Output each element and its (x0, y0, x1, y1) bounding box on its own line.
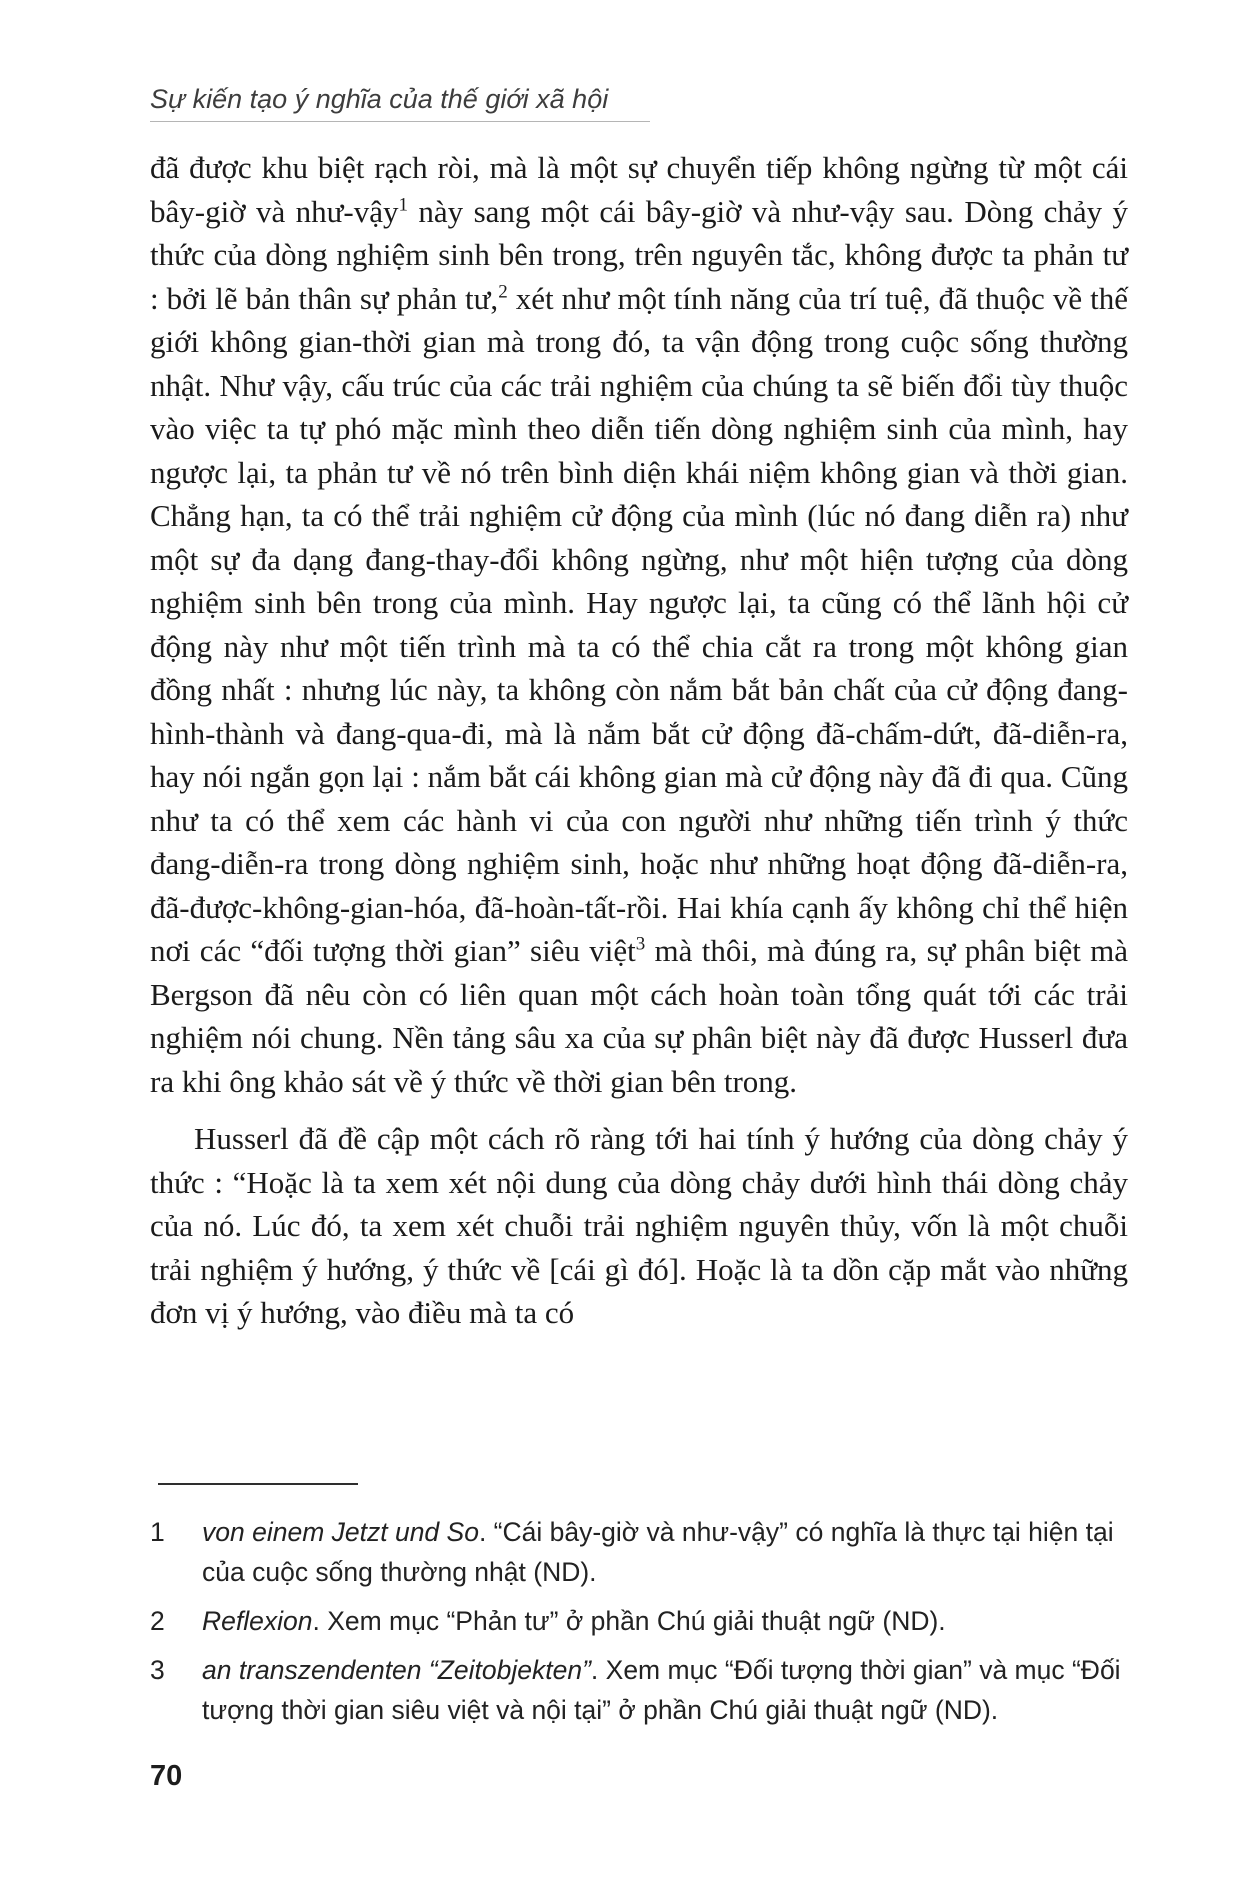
paragraph-2: Husserl đã đề cập một cách rõ ràng tới hai tính ý hướng của dòng chảy ý thức : “Hoặc là ta xem xét nội dung của dòng chảy dưới hình thái dòng chảy của nó. Lúc đó, ta xem xét chuỗi trải nghiệm nguyên thủy, vốn là một chuỗi trải nghiệm ý hướng, ý thức về [cái gì đó]. Hoặc là ta dồn cặp mắt vào những đơn vị ý hướng, vào điều mà ta có (150, 1121, 1128, 1330)
footnote-1-italic: von einem Jetzt und So (202, 1517, 479, 1547)
footnote-3-italic: an transzendenten “Zeitobjekten” (202, 1655, 591, 1685)
footnote-3 (150, 1650, 1128, 1730)
footnote-1 (150, 1512, 1128, 1592)
footnote-2-number: 2 (150, 1606, 165, 1636)
running-header: Sự kiến tạo ý nghĩa của thế giới xã hội (150, 84, 650, 122)
footnote-1-body: . “Cái bây-giờ và như-vậy” có nghĩa là thực tại hiện tại của cuộc sống thường nhật (ND). (202, 1517, 1114, 1587)
paragraph-1-text: xét như một tính năng của trí tuệ, đã thuộc về thế giới không gian-thời gian mà trong đó, ta vận động trong cuộc sống thường nhật. Như vậy, cấu trúc của các trải nghiệm của chúng ta sẽ biến đổi tùy thuộc vào việc ta tự phó mặc mình theo diễn tiến dòng nghiệm sinh của mình, hay ngược lại, ta phản tư về nó trên bình diện khái niệm không gian và thời gian. Chẳng hạn, ta có thể trải nghiệm cử động của mình (lúc nó đang diễn ra) như một sự đa dạng đang-thay-đổi không ngừng, như một hiện tượng của dòng nghiệm sinh bên trong của mình. Hay ngược lại, ta cũng có thể lãnh hội cử động này như một tiến trình mà ta có thể chia cắt ra trong một không gian đồng nhất : nhưng lúc này, ta không còn nắm bắt bản chất của cử động đang-hình-thành và đang-qua-đi, mà là nắm bắt cử động đã-chấm-dứt, đã-diễn-ra, hay nói ngắn gọn lại : nắm bắt cái không gian mà cử động này đã đi qua. Cũng như ta có thể xem các hành vi của con người như những tiến trình ý thức đang-diễn-ra trong dòng nghiệm sinh, hoặc như những hoạt động đã-diễn-ra, đã-được-không-gian-hóa, đã-hoàn-tất-rồi. Hai khía cạnh ấy không chỉ thể hiện nơi các “đối tượng thời gian” siêu việt (150, 280, 1128, 968)
footnote-2 (150, 1601, 1128, 1641)
footnote-3-number: 3 (150, 1655, 165, 1685)
footnote-2-body: . Xem mục “Phản tư” ở phần Chú giải thuật ngữ (ND). (312, 1606, 946, 1636)
footnote-separator (158, 1483, 358, 1485)
paragraph-1-text: mà thôi, mà đúng ra, sự phân biệt mà Bergson đã nêu còn có liên quan một cách hoàn toàn tổng quát tới các trải nghiệm nói chung. Nền tảng sâu xa của sự phân biệt này đã được Husserl đưa ra khi ông khảo sát về ý thức về thời gian bên trong. (150, 933, 1128, 1099)
paragraph-1-text: đã được khu biệt rạch ròi, mà là một sự chuyển tiếp không ngừng từ một cái bây-giờ và như-vậy (150, 150, 1128, 229)
body-text (150, 146, 1128, 1335)
footnote-ref-1: 1 (398, 194, 409, 216)
footnote-ref-3: 3 (635, 933, 646, 955)
footnote-2-italic: Reflexion (202, 1606, 313, 1636)
footnote-3-body: . Xem mục “Đối tượng thời gian” và mục “Đối tượng thời gian siêu việt và nội tại” ở phần Chú giải thuật ngữ (ND). (202, 1655, 1121, 1725)
footnote-ref-2: 2 (498, 281, 508, 303)
footnote-1-number: 1 (150, 1517, 165, 1547)
footnote-1-text (202, 1512, 1128, 1592)
paragraph-1 (150, 146, 1128, 1103)
footnote-3-text (202, 1650, 1128, 1730)
paragraph-1-text: này sang một cái bây-giờ và như-vậy sau. Dòng chảy ý thức của dòng nghiệm sinh bên trong, trên nguyên tắc, không được ta phản tư : bởi lẽ bản thân sự phản tư, (150, 193, 1129, 316)
footnote-2-text (202, 1601, 1128, 1641)
footnotes-section (150, 1512, 1128, 1739)
page-number: 70 (150, 1760, 183, 1792)
